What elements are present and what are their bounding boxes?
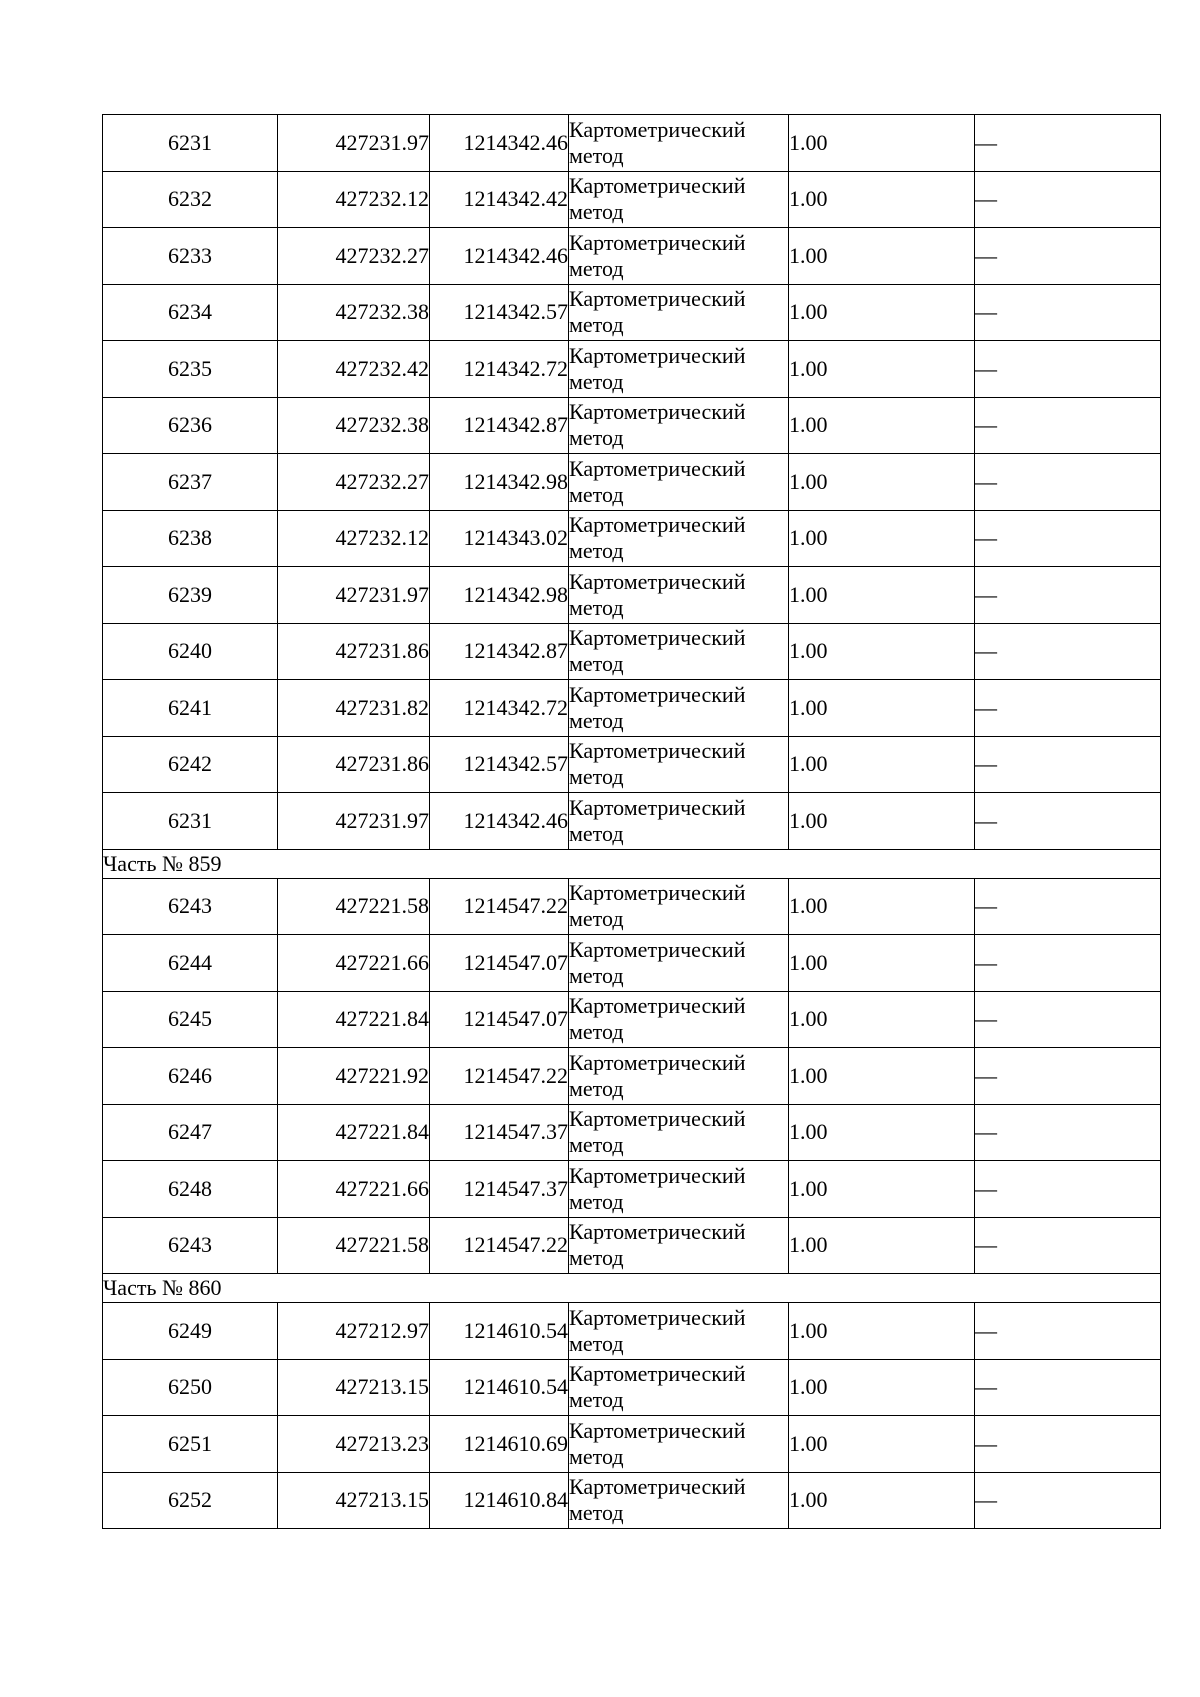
accuracy-cell: 1.00 <box>789 454 975 511</box>
x-coordinate-cell: 427221.58 <box>278 878 430 935</box>
table-row <box>103 1161 1161 1218</box>
method-cell <box>569 284 789 341</box>
table-row <box>103 510 1161 567</box>
method-line-2: метод <box>569 538 624 564</box>
method-cell <box>569 1359 789 1416</box>
method-line-2: метод <box>569 1387 624 1413</box>
table-row <box>103 228 1161 285</box>
x-coordinate-cell: 427213.15 <box>278 1472 430 1529</box>
y-coordinate-cell: 1214343.02 <box>430 510 569 567</box>
method-line-1: Картометрический <box>569 1106 746 1132</box>
table-row <box>103 1303 1161 1360</box>
table-row <box>103 1048 1161 1105</box>
method-line-2: метод <box>569 1075 624 1101</box>
x-coordinate-cell: 427221.92 <box>278 1048 430 1105</box>
point-number-cell: 6241 <box>103 680 278 737</box>
coordinates-table-body <box>103 115 1161 1529</box>
y-coordinate-cell: 1214342.46 <box>430 228 569 285</box>
accuracy-cell: 1.00 <box>789 397 975 454</box>
description-cell: — <box>975 171 1161 228</box>
method-line-2: метод <box>569 1330 624 1356</box>
method-line-1: Картометрический <box>569 1162 746 1188</box>
description-cell: — <box>975 680 1161 737</box>
table-row <box>103 1359 1161 1416</box>
method-line-2: метод <box>569 764 624 790</box>
y-coordinate-cell: 1214342.46 <box>430 793 569 850</box>
y-coordinate-cell: 1214547.07 <box>430 991 569 1048</box>
point-number-cell: 6250 <box>103 1359 278 1416</box>
method-line-1: Картометрический <box>569 229 746 255</box>
method-line-2: метод <box>569 1019 624 1045</box>
y-coordinate-cell: 1214547.07 <box>430 935 569 992</box>
x-coordinate-cell: 427232.12 <box>278 171 430 228</box>
method-cell <box>569 397 789 454</box>
table-row <box>103 736 1161 793</box>
x-coordinate-cell: 427231.86 <box>278 736 430 793</box>
method-line-1: Картометрический <box>569 794 746 820</box>
part-header-row <box>103 1274 1161 1303</box>
accuracy-cell: 1.00 <box>789 1104 975 1161</box>
description-cell: — <box>975 1104 1161 1161</box>
table-row <box>103 878 1161 935</box>
method-line-1: Картометрический <box>569 738 746 764</box>
table-row <box>103 623 1161 680</box>
x-coordinate-cell: 427212.97 <box>278 1303 430 1360</box>
method-line-2: метод <box>569 906 624 932</box>
y-coordinate-cell: 1214610.84 <box>430 1472 569 1529</box>
method-line-2: метод <box>569 594 624 620</box>
y-coordinate-cell: 1214610.69 <box>430 1416 569 1473</box>
method-line-1: Картометрический <box>569 880 746 906</box>
table-row <box>103 171 1161 228</box>
y-coordinate-cell: 1214342.87 <box>430 623 569 680</box>
method-line-1: Картометрический <box>569 1304 746 1330</box>
accuracy-cell: 1.00 <box>789 991 975 1048</box>
method-cell <box>569 736 789 793</box>
method-line-1: Картометрический <box>569 512 746 538</box>
accuracy-cell: 1.00 <box>789 935 975 992</box>
part-label: Часть № 859 <box>103 849 1161 878</box>
method-line-1: Картометрический <box>569 1219 746 1245</box>
method-line-1: Картометрический <box>569 399 746 425</box>
accuracy-cell: 1.00 <box>789 1359 975 1416</box>
method-line-1: Картометрический <box>569 993 746 1019</box>
x-coordinate-cell: 427221.58 <box>278 1217 430 1274</box>
method-cell <box>569 623 789 680</box>
table-row <box>103 454 1161 511</box>
accuracy-cell: 1.00 <box>789 171 975 228</box>
point-number-cell: 6242 <box>103 736 278 793</box>
method-line-1: Картометрический <box>569 1049 746 1075</box>
description-cell: — <box>975 623 1161 680</box>
description-cell: — <box>975 1359 1161 1416</box>
point-number-cell: 6244 <box>103 935 278 992</box>
method-line-2: метод <box>569 142 624 168</box>
point-number-cell: 6234 <box>103 284 278 341</box>
method-line-2: метод <box>569 707 624 733</box>
table-row <box>103 284 1161 341</box>
accuracy-cell: 1.00 <box>789 510 975 567</box>
description-cell: — <box>975 1217 1161 1274</box>
method-cell <box>569 680 789 737</box>
y-coordinate-cell: 1214342.72 <box>430 680 569 737</box>
y-coordinate-cell: 1214547.22 <box>430 1217 569 1274</box>
accuracy-cell: 1.00 <box>789 1416 975 1473</box>
accuracy-cell: 1.00 <box>789 284 975 341</box>
x-coordinate-cell: 427221.66 <box>278 935 430 992</box>
point-number-cell: 6236 <box>103 397 278 454</box>
table-row <box>103 1104 1161 1161</box>
description-cell: — <box>975 793 1161 850</box>
method-line-1: Картометрический <box>569 455 746 481</box>
method-cell <box>569 1104 789 1161</box>
description-cell: — <box>975 1472 1161 1529</box>
table-row <box>103 1217 1161 1274</box>
y-coordinate-cell: 1214610.54 <box>430 1303 569 1360</box>
table-row <box>103 115 1161 172</box>
point-number-cell: 6240 <box>103 623 278 680</box>
method-line-2: метод <box>569 820 624 846</box>
method-cell <box>569 228 789 285</box>
point-number-cell: 6252 <box>103 1472 278 1529</box>
method-cell <box>569 878 789 935</box>
y-coordinate-cell: 1214547.37 <box>430 1161 569 1218</box>
method-cell <box>569 171 789 228</box>
table-row <box>103 935 1161 992</box>
method-cell <box>569 1161 789 1218</box>
table-row <box>103 680 1161 737</box>
part-label: Часть № 860 <box>103 1274 1161 1303</box>
method-line-1: Картометрический <box>569 681 746 707</box>
method-line-1: Картометрический <box>569 342 746 368</box>
method-line-2: метод <box>569 1188 624 1214</box>
method-line-1: Картометрический <box>569 1417 746 1443</box>
point-number-cell: 6247 <box>103 1104 278 1161</box>
table-row <box>103 1472 1161 1529</box>
x-coordinate-cell: 427221.84 <box>278 991 430 1048</box>
method-line-2: метод <box>569 312 624 338</box>
description-cell: — <box>975 228 1161 285</box>
description-cell: — <box>975 1161 1161 1218</box>
method-line-2: метод <box>569 651 624 677</box>
x-coordinate-cell: 427213.15 <box>278 1359 430 1416</box>
y-coordinate-cell: 1214342.98 <box>430 567 569 624</box>
accuracy-cell: 1.00 <box>789 1217 975 1274</box>
method-line-2: метод <box>569 368 624 394</box>
description-cell: — <box>975 115 1161 172</box>
description-cell: — <box>975 397 1161 454</box>
description-cell: — <box>975 1303 1161 1360</box>
x-coordinate-cell: 427231.97 <box>278 567 430 624</box>
method-cell <box>569 1303 789 1360</box>
point-number-cell: 6237 <box>103 454 278 511</box>
table-row <box>103 793 1161 850</box>
method-line-2: метод <box>569 425 624 451</box>
accuracy-cell: 1.00 <box>789 228 975 285</box>
method-line-2: метод <box>569 1245 624 1271</box>
y-coordinate-cell: 1214342.98 <box>430 454 569 511</box>
point-number-cell: 6245 <box>103 991 278 1048</box>
point-number-cell: 6246 <box>103 1048 278 1105</box>
description-cell: — <box>975 284 1161 341</box>
x-coordinate-cell: 427231.86 <box>278 623 430 680</box>
x-coordinate-cell: 427213.23 <box>278 1416 430 1473</box>
method-line-2: метод <box>569 199 624 225</box>
method-cell <box>569 454 789 511</box>
description-cell: — <box>975 341 1161 398</box>
x-coordinate-cell: 427232.38 <box>278 284 430 341</box>
description-cell: — <box>975 510 1161 567</box>
x-coordinate-cell: 427231.97 <box>278 115 430 172</box>
y-coordinate-cell: 1214547.22 <box>430 878 569 935</box>
point-number-cell: 6232 <box>103 171 278 228</box>
accuracy-cell: 1.00 <box>789 341 975 398</box>
method-cell <box>569 793 789 850</box>
method-cell <box>569 991 789 1048</box>
method-line-2: метод <box>569 481 624 507</box>
x-coordinate-cell: 427231.97 <box>278 793 430 850</box>
point-number-cell: 6249 <box>103 1303 278 1360</box>
point-number-cell: 6231 <box>103 115 278 172</box>
method-cell <box>569 567 789 624</box>
method-cell <box>569 1416 789 1473</box>
x-coordinate-cell: 427232.27 <box>278 228 430 285</box>
y-coordinate-cell: 1214342.42 <box>430 171 569 228</box>
x-coordinate-cell: 427231.82 <box>278 680 430 737</box>
accuracy-cell: 1.00 <box>789 878 975 935</box>
x-coordinate-cell: 427232.38 <box>278 397 430 454</box>
x-coordinate-cell: 427232.42 <box>278 341 430 398</box>
description-cell: — <box>975 1416 1161 1473</box>
table-row <box>103 397 1161 454</box>
x-coordinate-cell: 427221.66 <box>278 1161 430 1218</box>
x-coordinate-cell: 427232.27 <box>278 454 430 511</box>
table-row <box>103 567 1161 624</box>
point-number-cell: 6235 <box>103 341 278 398</box>
accuracy-cell: 1.00 <box>789 680 975 737</box>
y-coordinate-cell: 1214610.54 <box>430 1359 569 1416</box>
point-number-cell: 6233 <box>103 228 278 285</box>
method-line-1: Картометрический <box>569 286 746 312</box>
y-coordinate-cell: 1214342.72 <box>430 341 569 398</box>
method-line-2: метод <box>569 1443 624 1469</box>
accuracy-cell: 1.00 <box>789 1048 975 1105</box>
accuracy-cell: 1.00 <box>789 793 975 850</box>
description-cell: — <box>975 991 1161 1048</box>
description-cell: — <box>975 878 1161 935</box>
point-number-cell: 6248 <box>103 1161 278 1218</box>
y-coordinate-cell: 1214547.22 <box>430 1048 569 1105</box>
method-cell <box>569 341 789 398</box>
method-cell <box>569 1217 789 1274</box>
accuracy-cell: 1.00 <box>789 1161 975 1218</box>
accuracy-cell: 1.00 <box>789 115 975 172</box>
x-coordinate-cell: 427232.12 <box>278 510 430 567</box>
description-cell: — <box>975 1048 1161 1105</box>
part-header-row <box>103 849 1161 878</box>
accuracy-cell: 1.00 <box>789 567 975 624</box>
point-number-cell: 6243 <box>103 1217 278 1274</box>
description-cell: — <box>975 736 1161 793</box>
method-line-1: Картометрический <box>569 116 746 142</box>
point-number-cell: 6239 <box>103 567 278 624</box>
method-cell <box>569 1472 789 1529</box>
method-cell <box>569 510 789 567</box>
method-line-1: Картометрический <box>569 1361 746 1387</box>
description-cell: — <box>975 935 1161 992</box>
table-row <box>103 1416 1161 1473</box>
method-cell <box>569 1048 789 1105</box>
method-line-2: метод <box>569 1132 624 1158</box>
y-coordinate-cell: 1214342.87 <box>430 397 569 454</box>
y-coordinate-cell: 1214342.57 <box>430 736 569 793</box>
table-row <box>103 341 1161 398</box>
accuracy-cell: 1.00 <box>789 623 975 680</box>
method-line-1: Картометрический <box>569 173 746 199</box>
method-line-1: Картометрический <box>569 625 746 651</box>
accuracy-cell: 1.00 <box>789 1472 975 1529</box>
y-coordinate-cell: 1214547.37 <box>430 1104 569 1161</box>
method-line-2: метод <box>569 1500 624 1526</box>
point-number-cell: 6231 <box>103 793 278 850</box>
method-line-2: метод <box>569 255 624 281</box>
table-row <box>103 991 1161 1048</box>
description-cell: — <box>975 567 1161 624</box>
point-number-cell: 6238 <box>103 510 278 567</box>
coordinates-table <box>102 114 1161 1529</box>
point-number-cell: 6243 <box>103 878 278 935</box>
method-cell <box>569 115 789 172</box>
method-line-1: Картометрический <box>569 568 746 594</box>
accuracy-cell: 1.00 <box>789 736 975 793</box>
method-cell <box>569 935 789 992</box>
method-line-1: Картометрический <box>569 1474 746 1500</box>
method-line-2: метод <box>569 962 624 988</box>
method-line-1: Картометрический <box>569 936 746 962</box>
y-coordinate-cell: 1214342.46 <box>430 115 569 172</box>
point-number-cell: 6251 <box>103 1416 278 1473</box>
description-cell: — <box>975 454 1161 511</box>
y-coordinate-cell: 1214342.57 <box>430 284 569 341</box>
accuracy-cell: 1.00 <box>789 1303 975 1360</box>
x-coordinate-cell: 427221.84 <box>278 1104 430 1161</box>
